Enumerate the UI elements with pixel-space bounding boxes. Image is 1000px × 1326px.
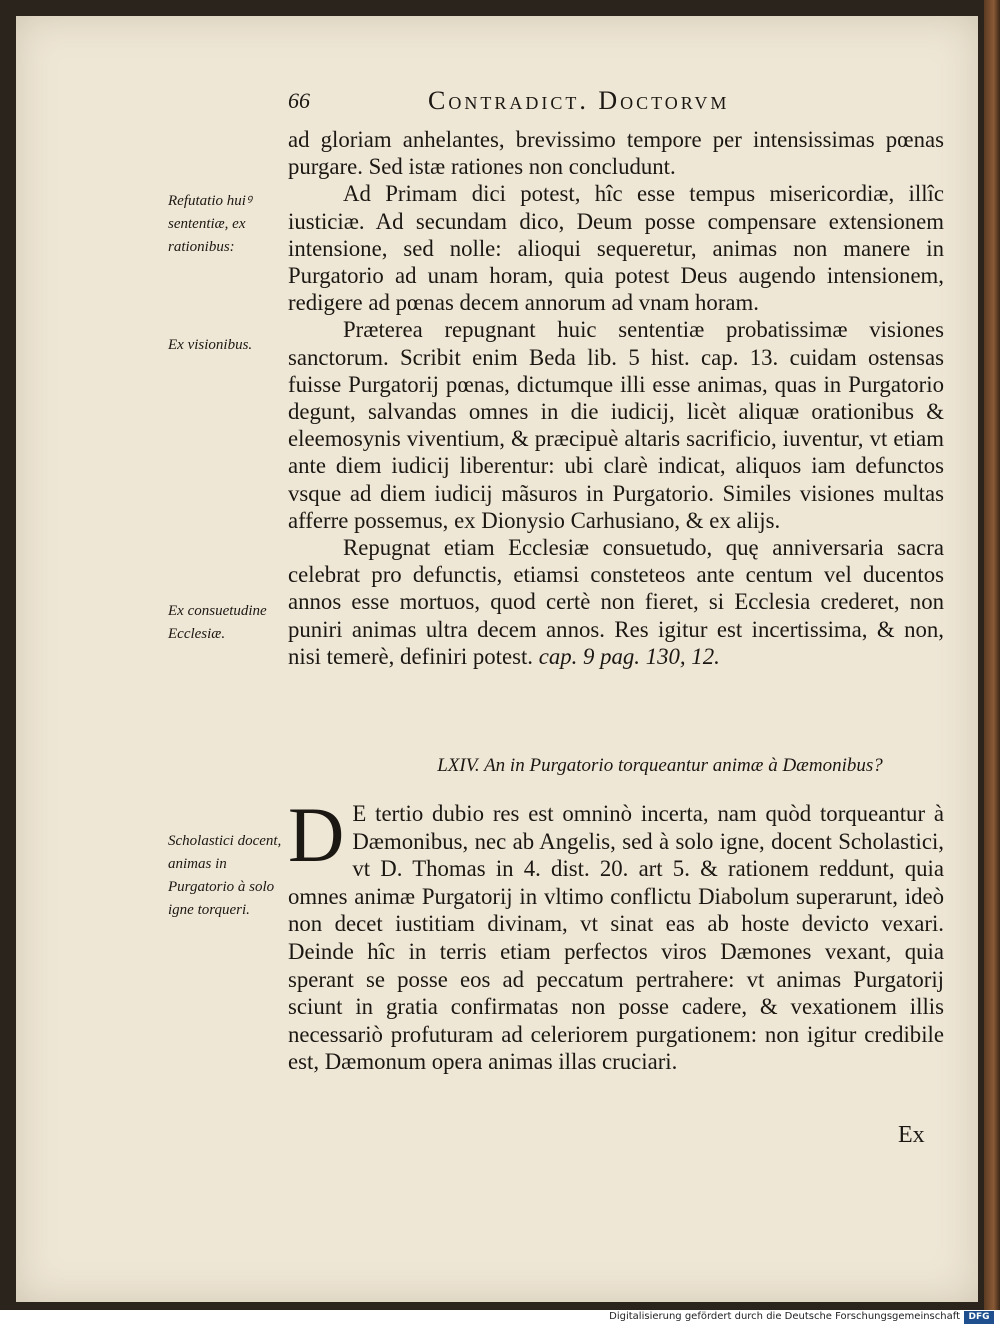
section-text <box>288 791 944 1076</box>
paragraph-continuation: ad gloriam anhelantes, brevissimo tempore per intensissimas pœnas purgare. Sed istæ rationes non concludunt. <box>288 127 944 180</box>
section-heading <box>380 753 940 779</box>
paragraph-refutation: Ad Primam dici potest, hîc esse tempus misericordiæ, illîc iusticiæ. Ad secundam dico, Deum posse compensare extensionem intensione, sed nolle: alioqui sequeretur, animas non manere in Purgatorio ad unam horam, quia potest Deus augendo intensionem, redigere ad pœnas decem annorum ad vnam horam. <box>288 181 944 316</box>
margin-note-scholastici: Scholastici docent, animas in Purgatorio à solo igne torqueri. <box>168 833 282 918</box>
section-title: An in Purgatorio torqueantur animæ à Dæmonibus? <box>484 755 883 776</box>
page-number: 66 <box>288 88 310 113</box>
margin-note-consuetudine: Ex consuetudine Ecclesiæ. <box>168 603 267 642</box>
running-title: Contradict. Doctorvm <box>428 86 730 115</box>
dfg-logo: DFG <box>964 1311 994 1324</box>
paragraph-custom <box>288 534 944 670</box>
page-header <box>288 86 948 126</box>
margin-note-visionibus: Ex visionibus. <box>168 337 253 353</box>
margin-note-refutatio: Refutatio huiꝰ sententiæ, ex rationibus: <box>168 193 252 255</box>
drop-cap: D <box>288 791 345 878</box>
citation: cap. 9 pag. 130, 12. <box>538 643 720 669</box>
section-paragraph: E tertio dubio res est omninò incerta, nam quòd torqueantur à Dæmonibus, nec ab Angelis, sed à solo igne, docent Scholastici, vt D. Thomas in 4. dist. 20. art 5. & rationem reddunt, quia omnes animæ Purgatorij in vltimo conflictu Diabolum superarunt, ideò non decet iustitiam divinam, vt sinat eas ab hoste devicto vexari. Deinde hîc in terris etiam perfectos viros Dæmones vexant, quia sperant se posse eos ad peccatum pertrahere: vt animas Purgatorij sciunt in gratia confirmatas non posse cadere, & vexationem illis necessariò profuturam ad celeriorem purgationem: non igitur credibile est, Dæmonum opera animas illas cruciari. <box>288 801 944 1075</box>
section-number: LXIV. <box>437 755 480 776</box>
footer-credit: Digitalisierung gefördert durch die Deutsche Forschungsgemeinschaft <box>609 1311 960 1322</box>
paragraph-custom-text: Repugnat etiam Ecclesiæ consuetudo, quę anniversaria sacra celebrat pro defunctis, etiamsi consteteos ante centum vel ducentos annos esse mortuos, quod certè non fieret, si Ecclesia crederet, non puniri animas ultra decem annos. Res igitur est incertissima, & non, nisi temerè, definiri potest. <box>288 535 944 669</box>
main-text <box>288 126 944 670</box>
page-edge <box>984 0 1000 1310</box>
catchword: Ex <box>898 1122 925 1148</box>
paragraph-visions: Præterea repugnant huic sententiæ probatissimæ visiones sanctorum. Scribit enim Beda lib. 5 hist. cap. 13. cuidam ostensas fuisse Purgatorij pœnas, dictumque illi esse animas, quas in Purgatorio degunt, salvandas omnes in die iudicij, licèt aliquæ orationibus & eleemosynis viventium, & præcipuè altaris sacrificio, iuventur, vt etiam ante diem iudicij liberentur: ubi clarè indicat, aliquos iam defunctos vsque ad diem iudicij mãsuros in Purgatorio. Similes visiones multas afferre possemus, ex Dionysio Carhusiano, & ex alijs. <box>288 317 944 533</box>
